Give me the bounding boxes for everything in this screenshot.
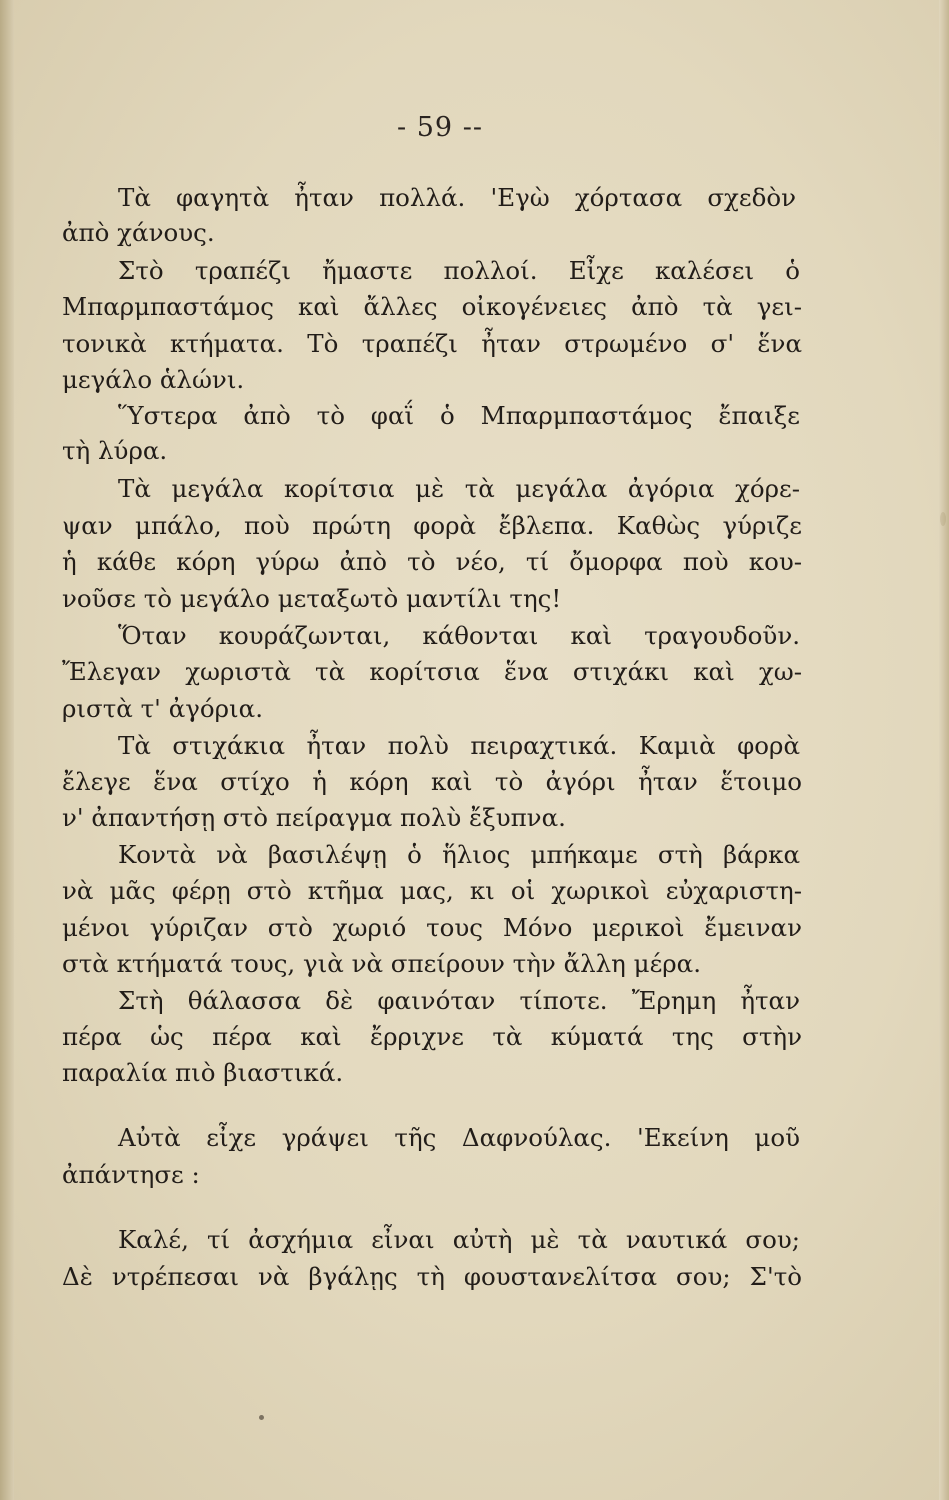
text-line: Δὲ ντρέπεσαι νὰ βγάλῃς τὴ φουστανελίτσα σου; Σ'τὸ [62, 1262, 802, 1291]
text-line: Μπαρμπαστάμος καὶ ἄλλες οἰκογένειες ἀπὸ τὰ γει- [62, 292, 802, 321]
paper-spot [259, 1415, 264, 1420]
page-number: - 59 -- [397, 112, 483, 143]
text-line: Ἔλεγαν χωριστὰ τὰ κορίτσια ἕνα στιχάκι καὶ χω- [62, 657, 802, 686]
text-line: μεγάλο ἁλώνι. [62, 365, 245, 394]
text-line: παραλία πιὸ βιαστικά. [62, 1058, 344, 1087]
page-right-edge [939, 0, 949, 1500]
text-line: Στὸ τραπέζι ἤμαστε πολλοί. Εἶχε καλέσει ὁ [118, 256, 800, 285]
paper-spot [940, 512, 946, 526]
text-line: στὰ κτήματά τους, γιὰ νὰ σπείρουν τὴν ἄλλη μέρα. [62, 949, 701, 978]
text-line: Ὅταν κουράζωνται, κάθονται καὶ τραγουδοῦν. [118, 621, 800, 650]
text-line: Τὰ φαγητὰ ἦταν πολλά. 'Εγὼ χόρτασα σχεδὸν [118, 183, 796, 212]
text-line: ν' ἀπαντήσῃ στὸ πείραγμα πολὺ ἔξυπνα. [62, 803, 566, 832]
text-line: Κοντὰ νὰ βασιλέψῃ ὁ ἥλιος μπήκαμε στὴ βάρκα [118, 840, 800, 869]
text-line: Καλέ, τί ἀσχήμια εἶναι αὐτὴ μὲ τὰ ναυτικά σου; [118, 1225, 800, 1254]
text-line: ψαν μπάλο, ποὺ πρώτη φορὰ ἔβλεπα. Καθὼς γύριζε [62, 511, 802, 540]
text-line: Τὰ στιχάκια ἦταν πολὺ πειραχτικά. Καμιὰ φορὰ [118, 731, 800, 760]
text-line: τονικὰ κτήματα. Τὸ τραπέζι ἦταν στρωμένο σ' ἕνα [62, 329, 802, 358]
text-line: ριστὰ τ' ἀγόρια. [62, 694, 263, 723]
text-line: Τὰ μεγάλα κορίτσια μὲ τὰ μεγάλα ἀγόρια χόρε- [118, 474, 800, 503]
text-line: πέρα ὡς πέρα καὶ ἔρριχνε τὰ κύματά της στὴν [62, 1022, 802, 1051]
text-line: ἀπάντησε : [62, 1160, 200, 1189]
text-line: ἀπὸ χάνους. [62, 218, 215, 247]
text-line: τὴ λύρα. [62, 436, 168, 465]
text-line: μένοι γύριζαν στὸ χωριό τους Μόνο μερικοὶ ἔμειναν [62, 913, 802, 942]
text-line: ἔλεγε ἕνα στίχο ἡ κόρη καὶ τὸ ἀγόρι ἦταν ἕτοιμο [62, 767, 802, 796]
text-line: Στὴ θάλασσα δὲ φαινόταν τίποτε. Ἔρημη ἦταν [118, 986, 800, 1015]
text-line: Αὐτὰ εἶχε γράψει τῆς Δαφνούλας. 'Εκείνη μοῦ [118, 1123, 800, 1152]
text-line: Ὕστερα ἀπὸ τὸ φαΐ ὁ Μπαρμπαστάμος ἔπαιξε [118, 401, 800, 430]
text-line: ἡ κάθε κόρη γύρω ἀπὸ τὸ νέο, τί ὄμορφα ποὺ κου- [62, 547, 802, 576]
page-left-edge [0, 0, 14, 1500]
text-line: νὰ μᾶς φέρῃ στὸ κτῆμα μας, κι οἱ χωρικοὶ εὐχαριστη- [62, 876, 802, 905]
text-line: νοῦσε τὸ μεγάλο μεταξωτὸ μαντίλι της! [62, 584, 562, 613]
